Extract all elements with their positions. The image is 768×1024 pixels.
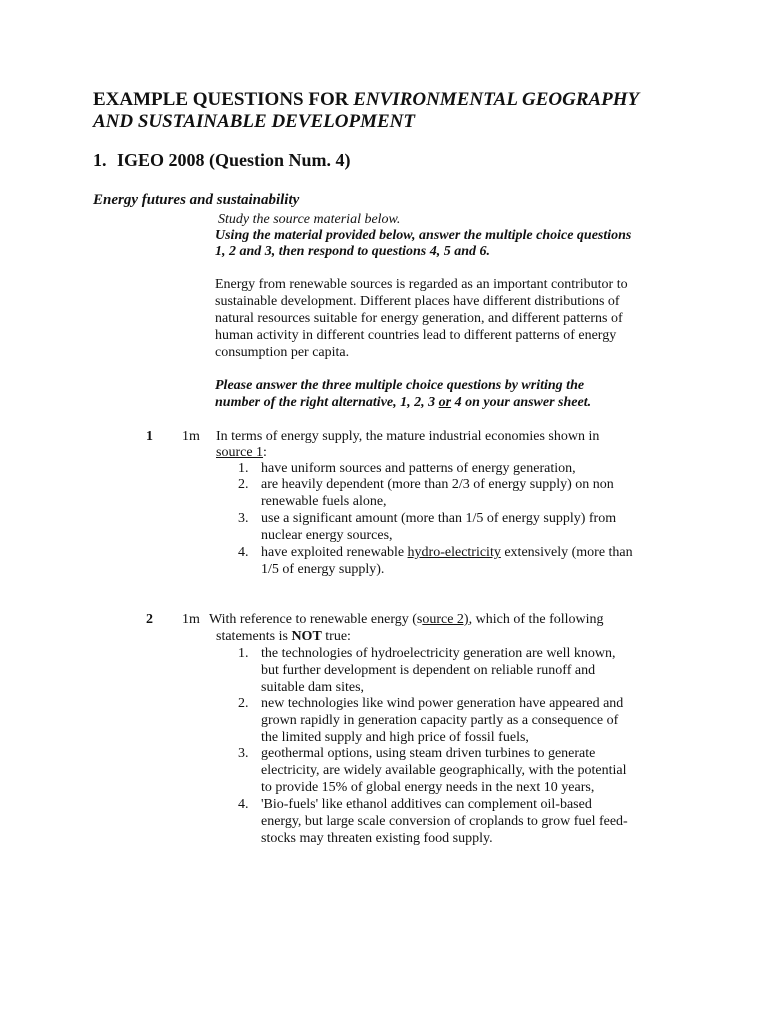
question-1-colon: : [263, 445, 267, 460]
option-text: 'Bio-fuels' like ethanol additives can complement oil-based [261, 797, 592, 812]
answer-instruction-line-2 [215, 395, 591, 412]
question-2-source-ref: ource 2) [422, 612, 469, 627]
option-text-part: have exploited renewable [261, 545, 408, 560]
document-title-line-1 [93, 88, 639, 111]
option-text: stocks may threaten existing food supply. [261, 831, 493, 846]
option-text: nuclear energy sources, [261, 528, 393, 543]
option-number: 1. [238, 646, 249, 661]
option-text: electricity, are widely available geographically, with the potential [261, 763, 627, 778]
question-1-stem-line-2 [216, 445, 267, 462]
section-heading [93, 150, 351, 171]
option-text-underlined: hydro-electricity [407, 545, 501, 560]
answer-instruction-text-end: 4 on your answer sheet. [451, 395, 592, 410]
option-text: but further development is dependent on reliable runoff and [261, 663, 596, 678]
question-2-stem-text: With reference to renewable energy (s [209, 612, 423, 627]
instruction-line-2: 1, 2 and 3, then respond to questions 4, 5 and 6. [215, 244, 490, 259]
question-2-stem-text-end: , which of the following [468, 612, 604, 627]
option-number: 2. [238, 477, 249, 492]
answer-instruction-text: number of the right alternative, 1, 2, 3 [215, 395, 439, 410]
question-2-not-emphasis: NOT [291, 629, 322, 644]
option-text: suitable dam sites, [261, 680, 365, 695]
intro-line-5: consumption per capita. [215, 345, 350, 360]
intro-line-2: sustainable development. Different places have different distributions of [215, 294, 620, 309]
answer-instruction-or: or [438, 395, 452, 410]
option-number: 2. [238, 696, 249, 711]
intro-line-1: Energy from renewable sources is regarded as an important contributor to [215, 277, 628, 292]
option-number: 4. [238, 797, 249, 812]
question-2-stem-text: statements is [216, 629, 292, 644]
option-text: have uniform sources and patterns of energy generation, [261, 461, 576, 476]
option-number: 4. [238, 545, 249, 560]
instruction-line-1: Using the material provided below, answer the multiple choice questions [215, 228, 632, 243]
option-text: renewable fuels alone, [261, 494, 387, 509]
question-2-stem-text-end: true: [321, 629, 351, 644]
option-text [261, 545, 633, 562]
option-text: new technologies like wind power generation have appeared and [261, 696, 624, 711]
question-2-number: 2 [146, 612, 153, 627]
option-text: are heavily dependent (more than 2/3 of energy supply) on non [261, 477, 614, 492]
document-title-line-2: AND SUSTAINABLE DEVELOPMENT [93, 111, 416, 132]
option-text: energy, but large scale conversion of croplands to grow fuel feed- [261, 814, 628, 829]
section-number: 1. [93, 150, 107, 170]
option-text: the limited supply and high price of fossil fuels, [261, 730, 529, 745]
option-text: geothermal options, using steam driven turbines to generate [261, 746, 596, 761]
question-2-marks: 1m [182, 612, 200, 627]
question-1-marks: 1m [182, 429, 200, 444]
option-text: grown rapidly in generation capacity partly as a consequence of [261, 713, 619, 728]
option-number: 3. [238, 511, 249, 526]
title-italic-part: ENVIRONMENTAL GEOGRAPHY [353, 89, 640, 110]
option-text: 1/5 of energy supply). [261, 562, 385, 577]
option-number: 3. [238, 746, 249, 761]
question-2-stem-line-2 [216, 629, 351, 646]
study-instruction: Study the source material below. [218, 212, 401, 227]
option-text: to provide 15% of global energy needs in the next 10 years, [261, 780, 595, 795]
option-number: 1. [238, 461, 249, 476]
question-1-number: 1 [146, 429, 153, 444]
option-text: use a significant amount (more than 1/5 of energy supply) from [261, 511, 617, 526]
intro-line-4: human activity in different countries lead to different patterns of energy [215, 328, 617, 343]
answer-instruction-line-1: Please answer the three multiple choice questions by writing the [215, 378, 585, 393]
option-text-part: extensively (more than [500, 545, 633, 560]
question-2-stem-line-1 [209, 612, 604, 629]
title-prefix: EXAMPLE QUESTIONS FOR [93, 89, 349, 110]
intro-line-3: natural resources suitable for energy generation, and different patterns of [215, 311, 623, 326]
option-text: the technologies of hydroelectricity generation are well known, [261, 646, 616, 661]
section-title: IGEO 2008 (Question Num. 4) [117, 150, 351, 170]
question-1-source-ref: source 1 [216, 445, 264, 460]
question-1-stem-line-1: In terms of energy supply, the mature industrial economies shown in [216, 429, 600, 444]
topic-heading: Energy futures and sustainability [93, 192, 300, 208]
